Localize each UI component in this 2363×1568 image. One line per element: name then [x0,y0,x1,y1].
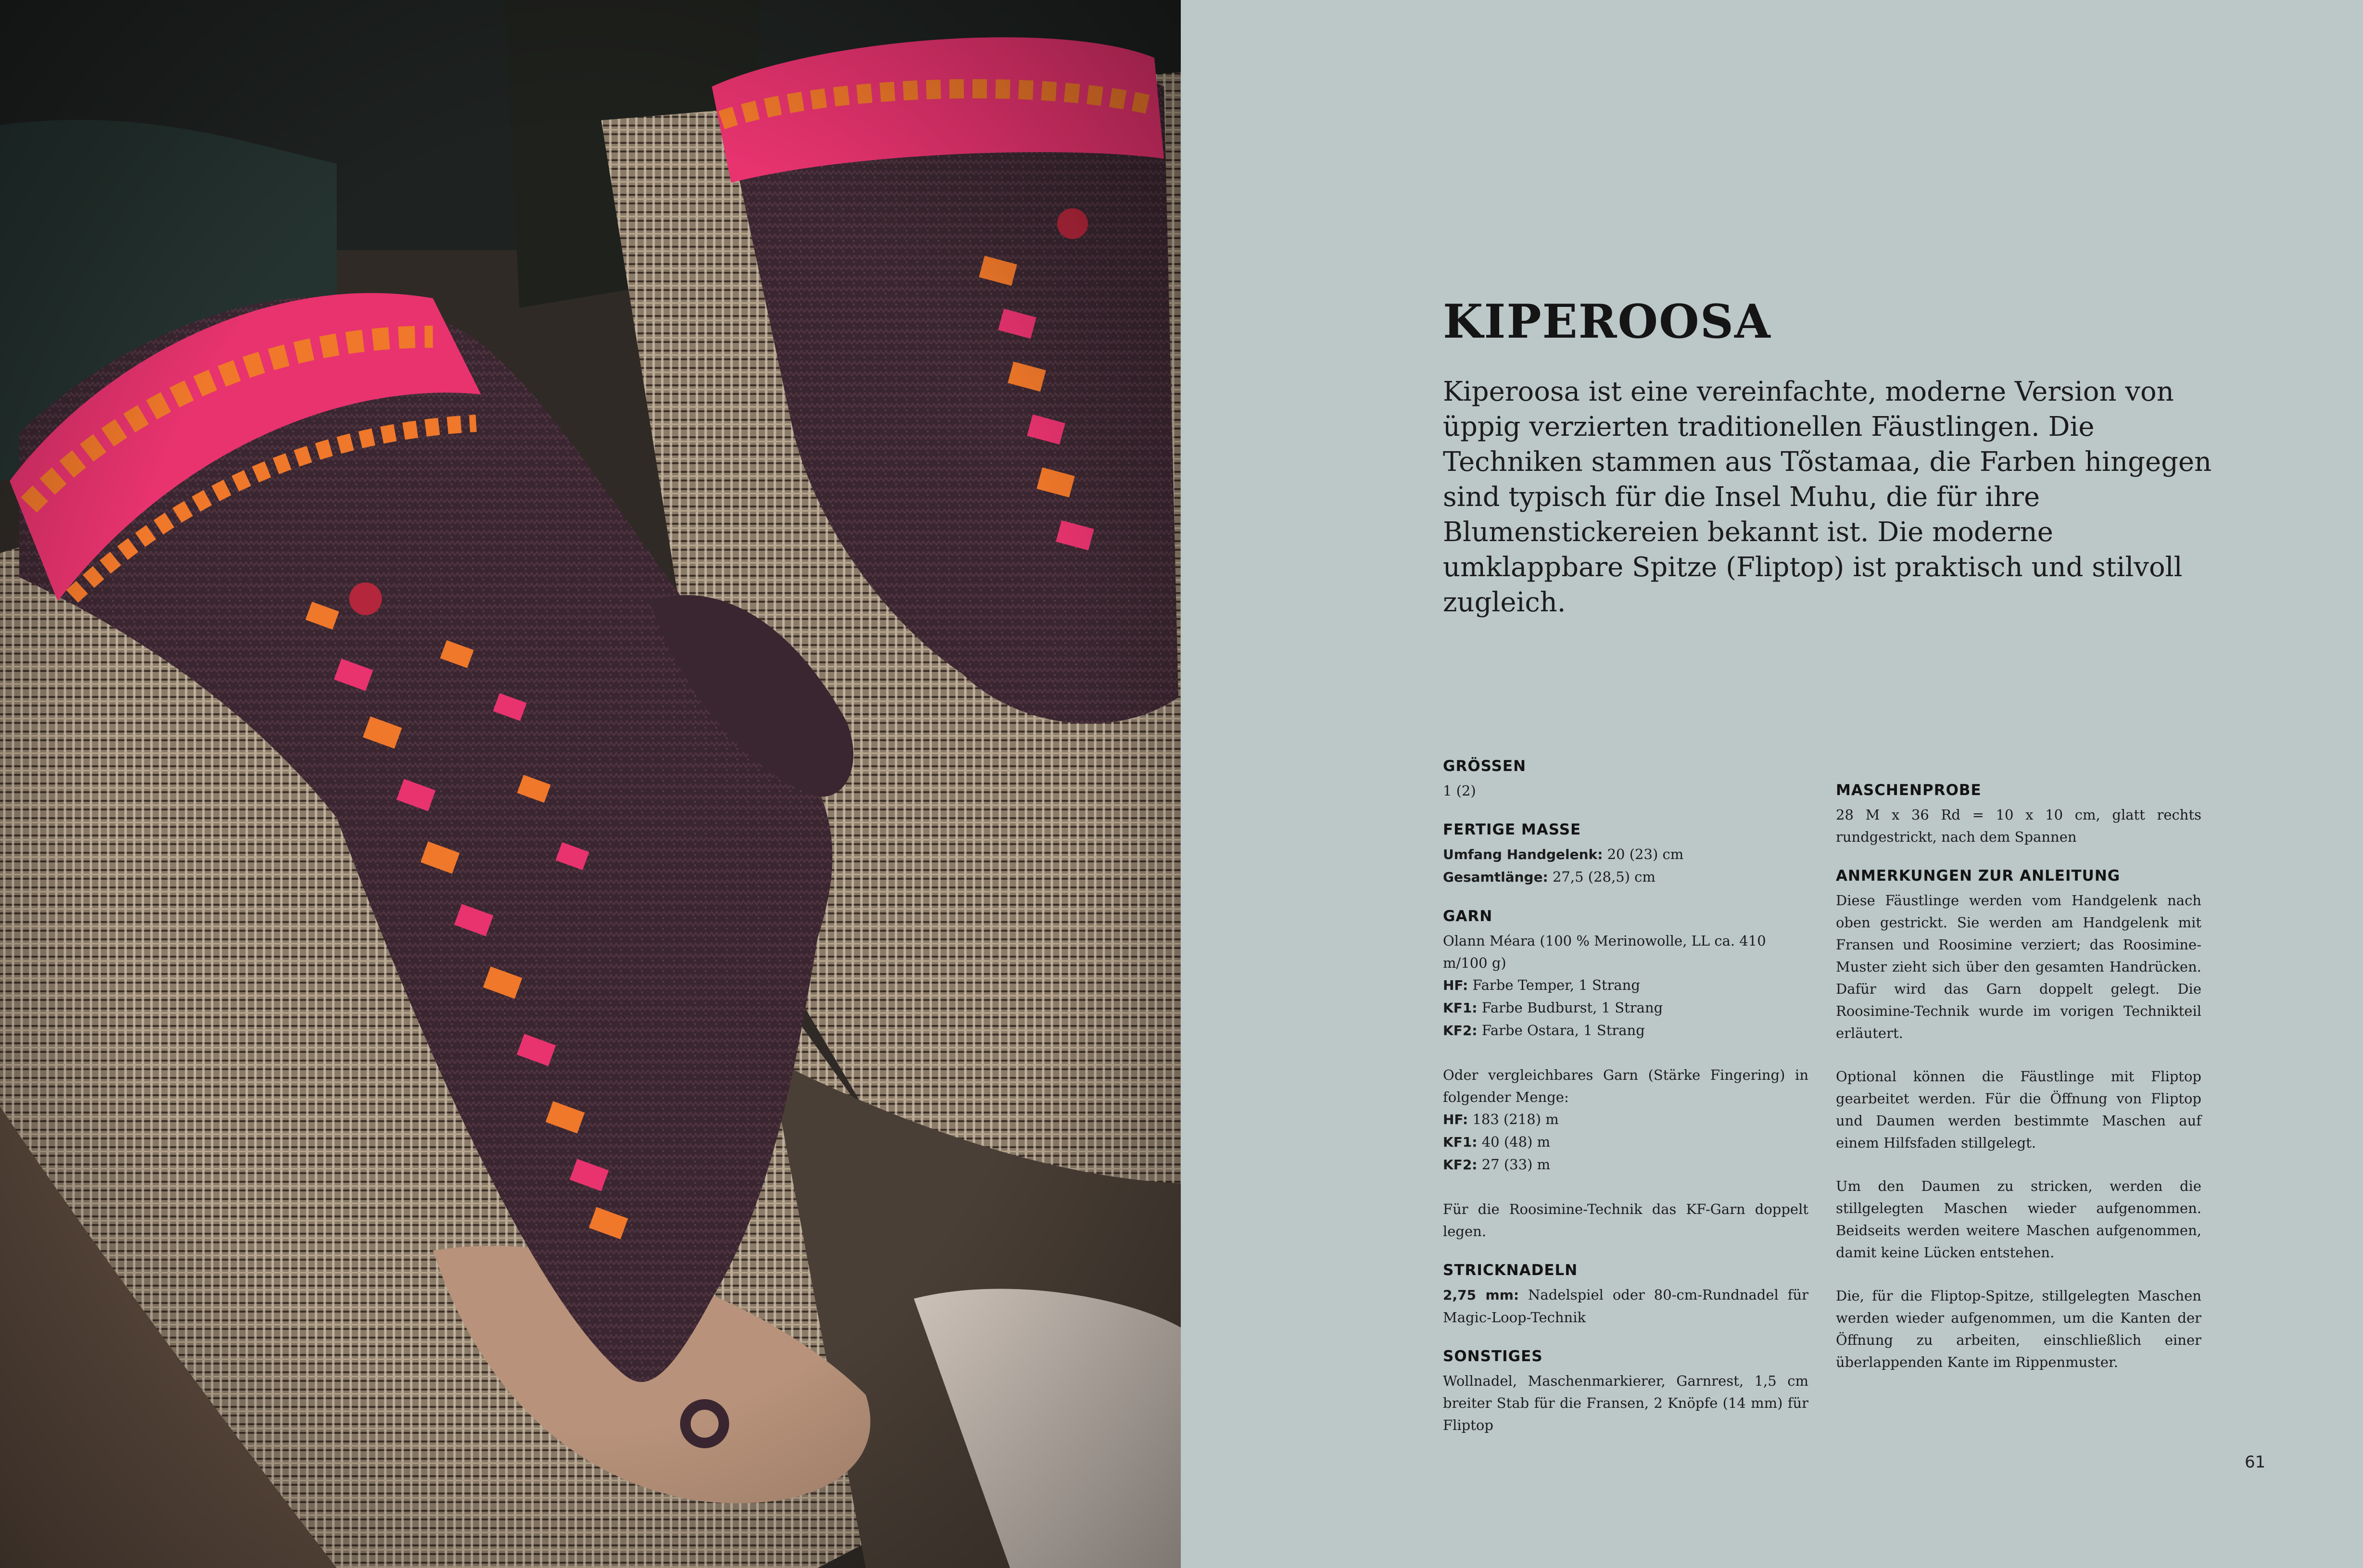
garn-row [1443,974,1808,997]
section-garn [1443,908,1808,1242]
stricknadeln-value: Nadelspiel oder 80-cm-Rundnadel für Magic-Loop-Technik [1443,1287,1808,1326]
garn-row [1443,997,1808,1019]
garn-amount-label: KF2: [1443,1157,1478,1173]
garn-label: KF1: [1443,1000,1478,1016]
heading-anmerkungen: ANMERKUNGEN ZUR ANLEITUNG [1836,867,2121,885]
masse-row [1443,843,1808,866]
masse-label: Umfang Handgelenk: [1443,847,1603,862]
specs-column-right [1836,782,2201,1392]
section-groessen [1443,758,1808,802]
garn-note: Für die Roosimine-Technik das KF-Garn doppelt legen. [1443,1201,1808,1239]
maschenprobe-value: 28 M x 36 Rd = 10 x 10 cm, glatt rechts rundgestrickt, nach dem Spannen [1836,807,2201,845]
spacer [1443,1176,1808,1198]
page-number: 61 [2245,1453,2266,1472]
garn-amount-value: 40 (48) m [1477,1134,1551,1150]
garn-amount-label: KF1: [1443,1134,1478,1150]
heading-garn: GARN [1443,908,1493,925]
garn-alternative: Oder vergleichbares Garn (Stärke Fingering) in folgender Menge: [1443,1067,1808,1105]
garn-amount [1443,1131,1808,1153]
text-page [1181,0,2363,1568]
masse-value: 27,5 (28,5) cm [1548,869,1655,885]
section-sonstiges [1443,1348,1808,1436]
heading-fertige-masse: FERTIGE MASSE [1443,821,1581,838]
heading-sonstiges: SONSTIGES [1443,1348,1543,1365]
pattern-title: KIPEROOSA [1443,294,1771,349]
anmerkungen-paragraph: Diese Fäustlinge werden vom Handgelenk nach oben gestrickt. Sie werden am Handgelenk mit Fransen und Roosimine verziert; das Roosimine-Muster zieht sich über den gesamten Handrücken. Dafür wird das Garn doppelt gelegt. Die Roosimine-Technik wurde im vorigen Technikteil erläutert. [1836,892,2201,1041]
section-stricknadeln [1443,1262,1808,1328]
garn-amount-label: HF: [1443,1112,1468,1127]
spacer [1443,1042,1808,1064]
groessen-value: 1 (2) [1443,783,1476,799]
stricknadeln-row [1443,1284,1808,1328]
garn-value: Farbe Ostara, 1 Strang [1477,1022,1645,1038]
anmerkungen-paragraph: Optional können die Fäustlinge mit Fliptop gearbeitet werden. Für die Öffnung von Fliptop und Daumen werden bestimmte Maschen auf einem Hilfsfaden stillgelegt. [1836,1068,2201,1151]
garn-value: Farbe Temper, 1 Strang [1468,977,1640,993]
garn-row [1443,1019,1808,1042]
stricknadeln-label: 2,75 mm: [1443,1287,1519,1303]
garn-amount [1443,1153,1808,1176]
masse-value: 20 (23) cm [1603,846,1684,862]
garn-amount-value: 183 (218) m [1468,1111,1559,1127]
sonstiges-value: Wollnadel, Maschenmarkierer, Garnrest, 1,5 cm breiter Stab für die Fransen, 2 Knöpfe (14 mm) für Fliptop [1443,1373,1808,1433]
section-anmerkungen [1836,867,2201,1373]
garn-label: HF: [1443,977,1468,993]
section-maschenprobe [1836,782,2201,848]
garn-amount-value: 27 (33) m [1477,1156,1551,1173]
heading-maschenprobe: MASCHENPROBE [1836,782,1982,799]
specs-column-left [1443,758,1808,1455]
garn-label: KF2: [1443,1023,1478,1038]
section-fertige-masse [1443,821,1808,888]
anmerkungen-paragraph: Um den Daumen zu stricken, werden die stillgelegten Maschen wieder aufgenommen. Beidseits werden weitere Maschen aufgenommen, damit keine Lücken entstehen. [1836,1178,2201,1261]
garn-amount [1443,1108,1808,1131]
anmerkungen-paragraph: Die, für die Fliptop-Spitze, stillgelegten Maschen werden wieder aufgenommen, um die Kanten der Öffnung zu arbeiten, einschließlich einer überlappenden Kante im Rippenmuster. [1836,1288,2201,1370]
intro-paragraph: Kiperoosa ist eine vereinfachte, moderne Version von üppig verzierten traditionellen Fäustlingen. Die Techniken stammen aus Tõstamaa, die Farben hingegen sind typisch für die Insel Muhu, die für ihre Blumenstickereien bekannt ist. Die moderne umklappbare Spitze (Fliptop) ist praktisch und stilvoll zugleich. [1443,376,2212,618]
garn-value: Farbe Budburst, 1 Strang [1477,999,1663,1016]
heading-stricknadeln: STRICKNADELN [1443,1262,1578,1279]
masse-row [1443,866,1808,888]
masse-label: Gesamtlänge: [1443,869,1548,885]
heading-groessen: GRÖSSEN [1443,758,1527,775]
mittens-photo [0,0,1181,1568]
mittens-photo-illustration [0,0,1181,1568]
garn-yarn: Olann Méara (100 % Merinowolle, LL ca. 410 m/100 g) [1443,933,1766,971]
